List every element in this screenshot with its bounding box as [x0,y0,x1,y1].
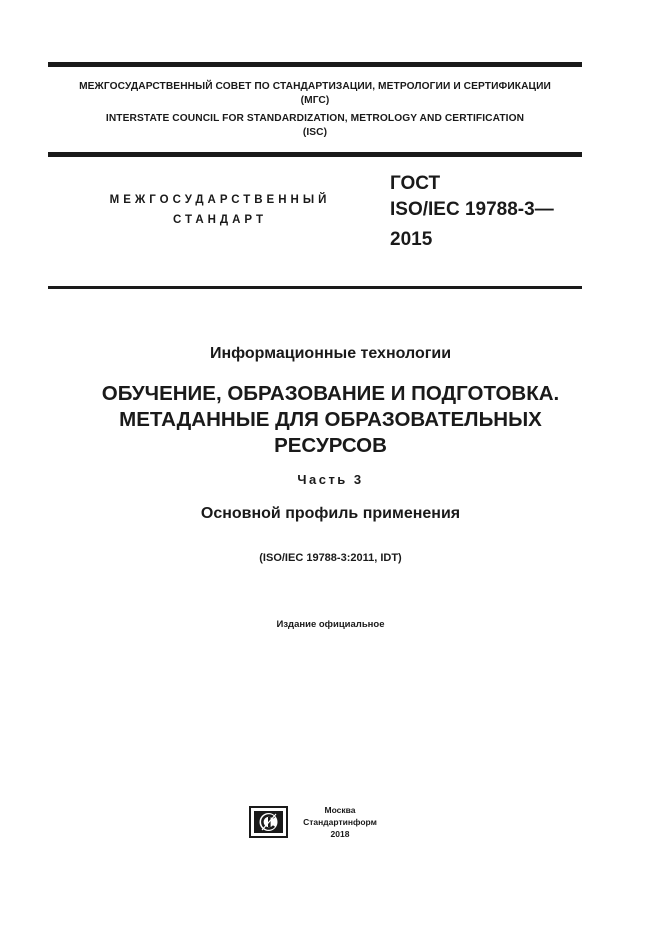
part-title: Основной профиль применения [200,505,461,522]
council-name-en-line: INTERSTATE COUNCIL FOR STANDARDIZATION, METROLOGY AND CERTIFICATION [105,113,525,124]
document-title-line1: ОБУЧЕНИЕ, ОБРАЗОВАНИЕ И ПОДГОТОВКА. [101,382,560,405]
document-title-line3: РЕСУРСОВ [274,434,387,457]
publisher-name: Стандартинформ [303,817,377,827]
top-rule [48,62,582,67]
standartinform-logo-icon [249,806,288,838]
part-number: Часть 3 [297,472,364,487]
standard-number: ISO/IEC 19788-3— [390,199,554,220]
standard-type-line2: СТАНДАРТ [173,214,267,226]
document-title [0,381,661,459]
document-title-line2: МЕТАДАННЫЕ ДЛЯ ОБРАЗОВАТЕЛЬНЫХ [119,408,542,431]
lower-rule [48,286,582,289]
edition-note: Издание официальное [276,619,385,630]
council-name-russian [48,80,582,108]
publication-year: 2018 [330,829,350,839]
standard-year: 2015 [390,229,433,250]
publisher-block [296,804,384,840]
council-name-ru-line: МЕЖГОСУДАРСТВЕННЫЙ СОВЕТ ПО СТАНДАРТИЗАЦИИ, МЕТРОЛОГИИ И СЕРТИФИКАЦИИ [79,81,551,92]
standard-type-line1: МЕЖГОСУДАРСТВЕННЫЙ [109,194,331,206]
middle-rule [48,152,582,157]
council-name-english [48,112,582,140]
council-abbrev-en: (ISC) [302,127,328,138]
iso-reference: (ISO/IEC 19788-3:2011, IDT) [259,552,402,564]
council-abbrev-ru: (МГС) [300,95,330,106]
document-subject: Информационные технологии [209,345,452,362]
gost-label: ГОСТ [390,173,441,194]
publisher-city: Москва [324,805,356,815]
